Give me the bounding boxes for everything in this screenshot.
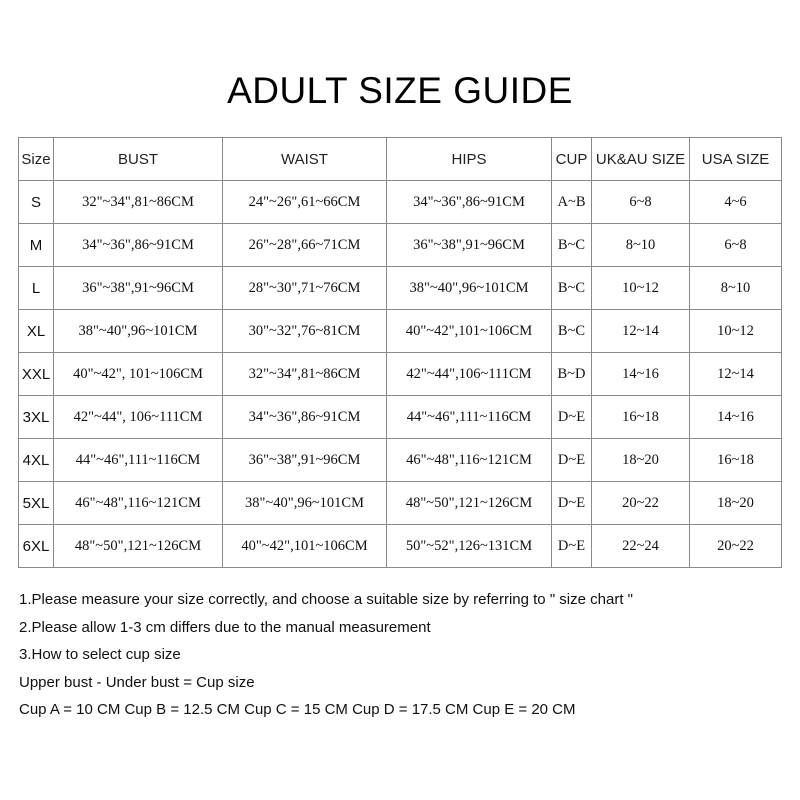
header-size: Size xyxy=(19,138,54,181)
cell-waist: 40"~42",101~106CM xyxy=(223,525,387,568)
cell-uk-au-size: 14~16 xyxy=(592,353,690,396)
cell-usa-size: 6~8 xyxy=(690,224,782,267)
header-usa-size: USA SIZE xyxy=(690,138,782,181)
cell-size: 6XL xyxy=(19,525,54,568)
cell-uk-au-size: 6~8 xyxy=(592,181,690,224)
table-row xyxy=(19,181,782,224)
cell-bust: 42"~44", 106~111CM xyxy=(54,396,223,439)
cell-hips: 40"~42",101~106CM xyxy=(387,310,552,353)
note-cup-values: Cup A = 10 CM Cup B = 12.5 CM Cup C = 15 CM Cup D = 17.5 CM Cup E = 20 CM xyxy=(19,701,576,718)
table-row xyxy=(19,310,782,353)
header-hips: HIPS xyxy=(387,138,552,181)
cell-waist: 38"~40",96~101CM xyxy=(223,482,387,525)
cell-size: M xyxy=(19,224,54,267)
cell-waist: 34"~36",86~91CM xyxy=(223,396,387,439)
cell-hips: 48"~50",121~126CM xyxy=(387,482,552,525)
table-row xyxy=(19,439,782,482)
cell-bust: 34"~36",86~91CM xyxy=(54,224,223,267)
cell-waist: 36"~38",91~96CM xyxy=(223,439,387,482)
cell-usa-size: 14~16 xyxy=(690,396,782,439)
cell-cup: A~B xyxy=(552,181,592,224)
header-cup: CUP xyxy=(552,138,592,181)
table-header-row xyxy=(19,138,782,181)
cell-hips: 46"~48",116~121CM xyxy=(387,439,552,482)
table-row xyxy=(19,396,782,439)
cell-cup: B~D xyxy=(552,353,592,396)
cell-usa-size: 18~20 xyxy=(690,482,782,525)
cell-uk-au-size: 18~20 xyxy=(592,439,690,482)
cell-hips: 38"~40",96~101CM xyxy=(387,267,552,310)
cell-cup: B~C xyxy=(552,310,592,353)
cell-usa-size: 10~12 xyxy=(690,310,782,353)
cell-hips: 42"~44",106~111CM xyxy=(387,353,552,396)
table-row xyxy=(19,353,782,396)
table-row xyxy=(19,525,782,568)
note-cup-formula: Upper bust - Under bust = Cup size xyxy=(19,673,255,691)
cell-waist: 32"~34",81~86CM xyxy=(223,353,387,396)
table-row xyxy=(19,482,782,525)
header-bust: BUST xyxy=(54,138,223,181)
cell-hips: 44"~46",111~116CM xyxy=(387,396,552,439)
note-cup-size-heading: 3.How to select cup size xyxy=(19,646,181,663)
header-uk-au-size: UK&AU SIZE xyxy=(592,138,690,181)
cell-hips: 34"~36",86~91CM xyxy=(387,181,552,224)
cell-usa-size: 8~10 xyxy=(690,267,782,310)
cell-usa-size: 4~6 xyxy=(690,181,782,224)
cell-waist: 28"~30",71~76CM xyxy=(223,267,387,310)
cell-uk-au-size: 16~18 xyxy=(592,396,690,439)
cell-usa-size: 20~22 xyxy=(690,525,782,568)
cell-size: 4XL xyxy=(19,439,54,482)
cell-usa-size: 16~18 xyxy=(690,439,782,482)
cell-size: XXL xyxy=(19,353,54,396)
cell-size: XL xyxy=(19,310,54,353)
cell-hips: 36"~38",91~96CM xyxy=(387,224,552,267)
cell-bust: 44"~46",111~116CM xyxy=(54,439,223,482)
cell-cup: B~C xyxy=(552,224,592,267)
cell-waist: 26"~28",66~71CM xyxy=(223,224,387,267)
header-waist: WAIST xyxy=(223,138,387,181)
cell-uk-au-size: 22~24 xyxy=(592,525,690,568)
cell-cup: D~E xyxy=(552,482,592,525)
cell-waist: 24"~26",61~66CM xyxy=(223,181,387,224)
cell-bust: 48"~50",121~126CM xyxy=(54,525,223,568)
cell-bust: 40"~42", 101~106CM xyxy=(54,353,223,396)
cell-size: 5XL xyxy=(19,482,54,525)
cell-bust: 38"~40",96~101CM xyxy=(54,310,223,353)
cell-bust: 46"~48",116~121CM xyxy=(54,482,223,525)
cell-size: S xyxy=(19,181,54,224)
note-allow-difference: 2.Please allow 1-3 cm differs due to the manual measurement xyxy=(19,618,431,636)
cell-cup: D~E xyxy=(552,396,592,439)
cell-cup: D~E xyxy=(552,439,592,482)
page-title: ADULT SIZE GUIDE xyxy=(227,70,573,111)
cell-uk-au-size: 12~14 xyxy=(592,310,690,353)
cell-size: 3XL xyxy=(19,396,54,439)
cell-waist: 30"~32",76~81CM xyxy=(223,310,387,353)
cell-cup: B~C xyxy=(552,267,592,310)
cell-usa-size: 12~14 xyxy=(690,353,782,396)
size-chart-table xyxy=(18,137,782,568)
size-notes xyxy=(19,586,789,724)
cell-bust: 32"~34",81~86CM xyxy=(54,181,223,224)
cell-uk-au-size: 10~12 xyxy=(592,267,690,310)
cell-hips: 50"~52",126~131CM xyxy=(387,525,552,568)
cell-bust: 36"~38",91~96CM xyxy=(54,267,223,310)
cell-uk-au-size: 8~10 xyxy=(592,224,690,267)
table-row xyxy=(19,267,782,310)
note-measure-correctly: 1.Please measure your size correctly, and choose a suitable size by referring to " size chart " xyxy=(19,591,633,608)
cell-size: L xyxy=(19,267,54,310)
cell-uk-au-size: 20~22 xyxy=(592,482,690,525)
table-row xyxy=(19,224,782,267)
cell-cup: D~E xyxy=(552,525,592,568)
